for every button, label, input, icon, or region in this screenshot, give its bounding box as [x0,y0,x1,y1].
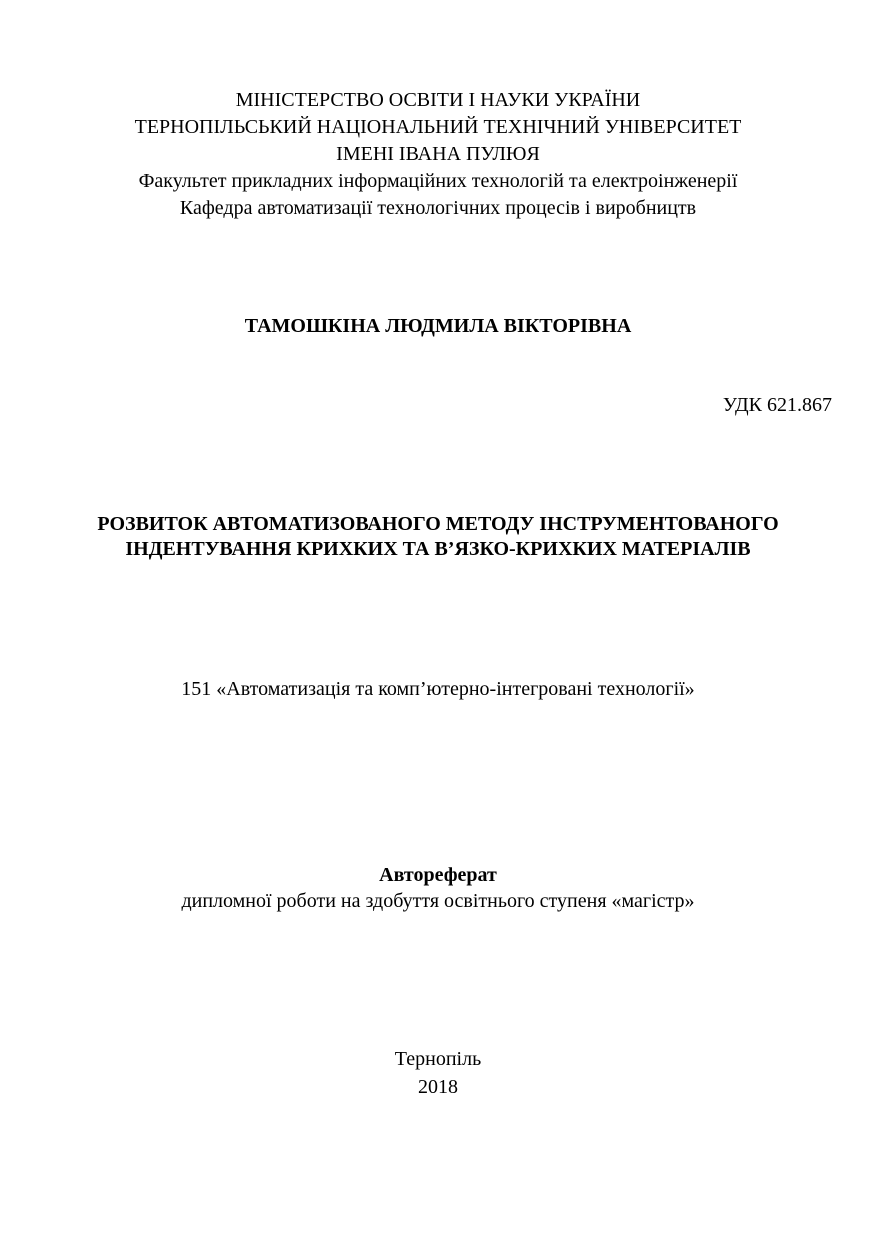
faculty-line: Факультет прикладних інформаційних технологій та електроінженерії [138,170,738,192]
thesis-title-line-1: РОЗВИТОК АВТОМАТИЗОВАНОГО МЕТОДУ ІНСТРУМЕНТОВАНОГО [97,513,779,535]
specialty-line: 151 «Автоматизація та комп’ютерно-інтегровані технології» [181,678,695,700]
work-type-label: Автореферат [379,864,497,886]
year: 2018 [418,1076,458,1098]
department-line: Кафедра автоматизації технологічних процесів і виробництв [179,197,697,219]
thesis-title-line-2: ІНДЕНТУВАННЯ КРИХКИХ ТА В’ЯЗКО-КРИХКИХ МАТЕРІАЛІВ [125,538,751,560]
udc-code: УДК 621.867 [722,394,832,416]
city: Тернопіль [394,1048,482,1070]
university-line-1: ТЕРНОПІЛЬСЬКИЙ НАЦІОНАЛЬНИЙ ТЕХНІЧНИЙ УНІВЕРСИТЕТ [134,116,742,138]
university-line-2: ІМЕНІ ІВАНА ПУЛЮЯ [336,143,540,165]
ministry-line: МІНІСТЕРСТВО ОСВІТИ І НАУКИ УКРАЇНИ [235,89,641,111]
work-type-description: дипломної роботи на здобуття освітнього ступеня «магістр» [181,890,695,912]
author-name: ТАМОШКІНА ЛЮДМИЛА ВІКТОРІВНА [244,315,632,337]
